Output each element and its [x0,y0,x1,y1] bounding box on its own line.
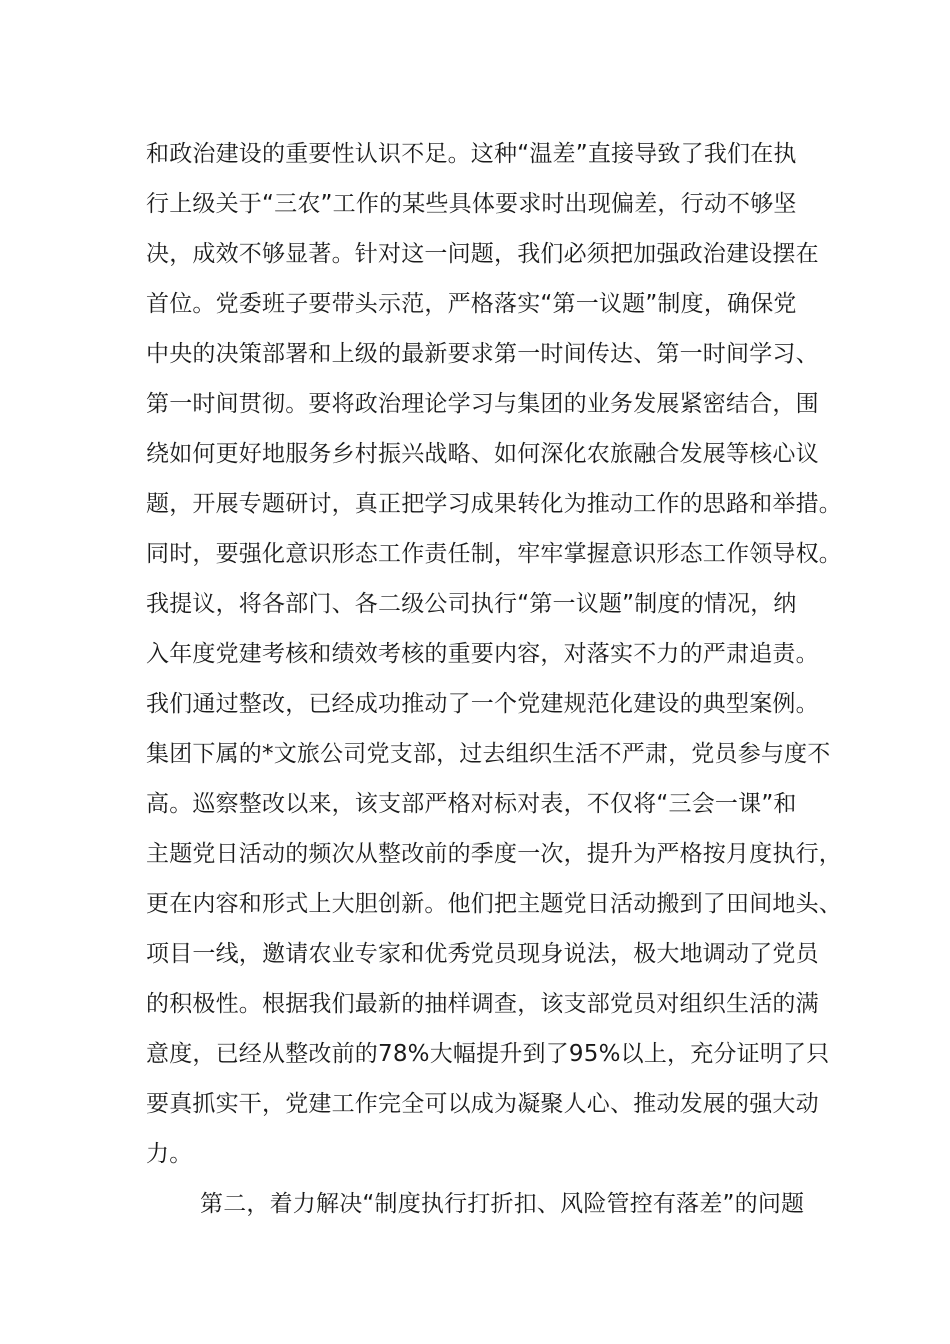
body-text [146,129,842,1229]
text-line: 力。 [146,1141,193,1167]
text-line: 第一时间贯彻。要将政治理论学习与集团的业务发展紧密结合，围 [146,391,819,417]
text-line: 项目一线，邀请农业专家和优秀党员现身说法，极大地调动了党员 [146,941,819,967]
text-line: 高。巡察整改以来，该支部严格对标对表，不仅将“三会一课”和 [146,791,797,817]
text-line: 我提议，将各部门、各二级公司执行“第一议题”制度的情况，纳 [146,591,797,617]
text-line: 行上级关于“三农”工作的某些具体要求时出现偏差，行动不够坚 [146,191,797,217]
text-line: 首位。党委班子要带头示范，严格落实“第一议题”制度，确保党 [146,291,797,317]
text-line: 主题党日活动的频次从整改前的季度一次，提升为严格按月度执行， [146,841,842,867]
text-line: 我们通过整改，已经成功推动了一个党建规范化建设的典型案例。 [146,691,819,717]
section-heading: 第二，着力解决“制度执行打折扣、风险管控有落差”的问题 [200,1191,805,1217]
text-line: 集团下属的*文旅公司党支部，过去组织生活不严肃，党员参与度不 [146,741,831,767]
text-line: 的积极性。根据我们最新的抽样调查，该支部党员对组织生活的满 [146,991,819,1017]
text-line: 决，成效不够显著。针对这一问题，我们必须把加强政治建设摆在 [146,241,819,267]
text-line: 绕如何更好地服务乡村振兴战略、如何深化农旅融合发展等核心议 [146,441,819,467]
text-line: 同时，要强化意识形态工作责任制，牢牢掌握意识形态工作领导权。 [146,541,842,567]
text-line: 入年度党建考核和绩效考核的重要内容，对落实不力的严肃追责。 [146,641,819,667]
text-line: 题，开展专题研讨，真正把学习成果转化为推动工作的思路和举措。 [146,491,842,517]
text-line: 意度，已经从整改前的78%大幅提升到了95%以上，充分证明了只 [146,1041,830,1067]
text-line: 要真抓实干，党建工作完全可以成为凝聚人心、推动发展的强大动 [146,1091,819,1117]
text-line: 中央的决策部署和上级的最新要求第一时间传达、第一时间学习、 [146,341,819,367]
text-line: 更在内容和形式上大胆创新。他们把主题党日活动搬到了田间地头、 [146,891,842,917]
text-line: 和政治建设的重要性认识不足。这种“温差”直接导致了我们在执 [146,141,797,167]
